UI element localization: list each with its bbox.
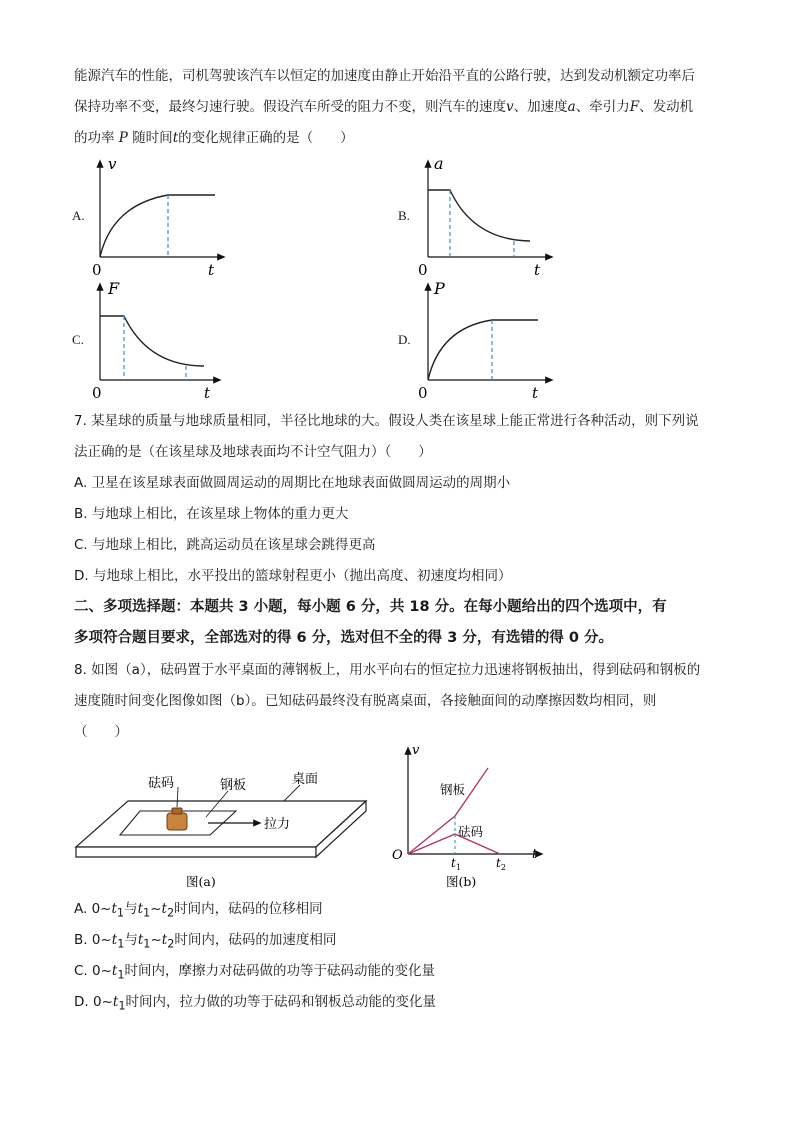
x-label: t xyxy=(534,261,541,279)
option-c-letter: C. xyxy=(72,332,84,347)
option-a-letter: A. xyxy=(72,208,85,223)
q6-stem-line-3: 的功率 P 随时间t的变化规律正确的是（ ） xyxy=(74,130,354,146)
q8-option-c: C. $0\sim t_1$时间内，摩擦力对砝码做的功等于砝码动能的变化量 xyxy=(74,963,436,982)
origin-label: 0 xyxy=(418,261,428,279)
option-d-letter: D. xyxy=(398,332,411,347)
figure-b-caption: 图(b) xyxy=(446,874,477,889)
option-b-letter: B. xyxy=(398,208,410,223)
plate-line xyxy=(408,768,488,854)
q8-option-d: D. $0\sim t_1$时间内，拉力做的功等于砝码和钢板总动能的变化量 xyxy=(74,994,436,1013)
graph-c-force xyxy=(90,278,230,403)
q8-option-b: B. $0\sim t_1$与$t_1\sim t_2$时间内，砝码的加速度相同 xyxy=(74,932,337,951)
curve xyxy=(100,195,215,257)
curve xyxy=(100,316,204,366)
curve xyxy=(428,320,538,380)
figure-a-caption: 图(a) xyxy=(186,874,216,889)
q7-option-d: D. 与地球上相比，水平投出的篮球射程更小（抛出高度、初速度均相同） xyxy=(74,568,512,584)
y-label: a xyxy=(434,154,444,173)
table-leader xyxy=(284,785,300,801)
graph-a-velocity xyxy=(90,155,230,280)
y-label: v xyxy=(412,743,420,758)
force-label: 拉力 xyxy=(264,817,291,832)
q8-stem-line-3: （ ） xyxy=(74,724,128,740)
q7-option-c: C. 与地球上相比，跳高运动员在该星球会跳得更高 xyxy=(74,537,376,553)
origin-label: O xyxy=(392,848,403,863)
curve xyxy=(428,190,530,241)
t2-tick-label: $t_2$ xyxy=(496,856,506,872)
q7-stem-line-1: 7. 某星球的质量与地球质量相同，半径比地球的大。假设人类在该星球上能正常进行各种活动，则下列说 xyxy=(74,413,699,429)
weight-line xyxy=(408,834,500,854)
q7-option-b: B. 与地球上相比，在该星球上物体的重力更大 xyxy=(74,506,349,522)
table-label: 桌面 xyxy=(292,772,319,787)
figure-b-velocity-graph xyxy=(388,744,548,890)
plate-label: 钢板 xyxy=(220,778,247,793)
q8-option-a: A. $0\sim t_1$与$t_1\sim t_2$时间内，砝码的位移相同 xyxy=(74,901,323,920)
q6-stem-line-2: 保持功率不变，最终匀速行驶。假设汽车所受的阻力不变，则汽车的速度v、加速度a、牵引力F、发动机 xyxy=(74,99,694,115)
t1-tick-label: $t_1$ xyxy=(451,856,461,872)
q7-option-a: A. 卫星在该星球表面做圆周运动的周期比在地球表面做圆周运动的周期小 xyxy=(74,475,511,491)
section-2-heading-line-1: 二、多项选择题：本题共 3 小题，每小题 6 分，共 18 分。在每小题给出的四个选项中，有 xyxy=(74,599,667,615)
y-label: F xyxy=(108,279,120,298)
origin-label: 0 xyxy=(418,384,428,402)
origin-label: 0 xyxy=(92,384,102,402)
x-label: t xyxy=(208,261,215,279)
plate-series-label: 钢板 xyxy=(440,782,466,797)
weight-series-label: 砝码 xyxy=(458,824,484,839)
q8-stem-line-2: 速度随时间变化图像如图（b）。已知砝码最终没有脱离桌面，各接触面间的动摩擦因数均相同，则 xyxy=(74,693,657,709)
x-label: t xyxy=(532,384,539,402)
graph-d-power xyxy=(418,278,558,403)
y-label: P xyxy=(434,279,445,298)
q8-stem-line-1: 8. 如图（a），砝码置于水平桌面的薄钢板上，用水平向右的恒定拉力迅速将钢板抽出，得到砝码和钢板的 xyxy=(74,662,701,678)
weight-body xyxy=(167,813,187,830)
graph-b-acceleration xyxy=(418,155,558,280)
q6-stem-line-1: 能源汽车的性能，司机驾驶该汽车以恒定的加速度由静止开始沿平直的公路行驶，达到发动机额定功率后 xyxy=(74,68,695,84)
x-label: t xyxy=(532,847,538,862)
table-front-edge xyxy=(76,847,316,857)
q7-stem-line-2: 法正确的是（在该星球及地球表面均不计空气阻力）（ ） xyxy=(74,444,432,460)
figure-a-table-setup xyxy=(70,765,380,890)
origin-label: 0 xyxy=(92,261,102,279)
weight-knob xyxy=(172,808,182,814)
y-label: v xyxy=(108,155,117,173)
x-label: t xyxy=(204,384,211,402)
weight-label: 砝码 xyxy=(148,776,175,791)
section-2-heading-line-2: 多项符合题目要求，全部选对的得 6 分，选对但不全的得 3 分，有选错的得 0 分。 xyxy=(74,630,614,646)
